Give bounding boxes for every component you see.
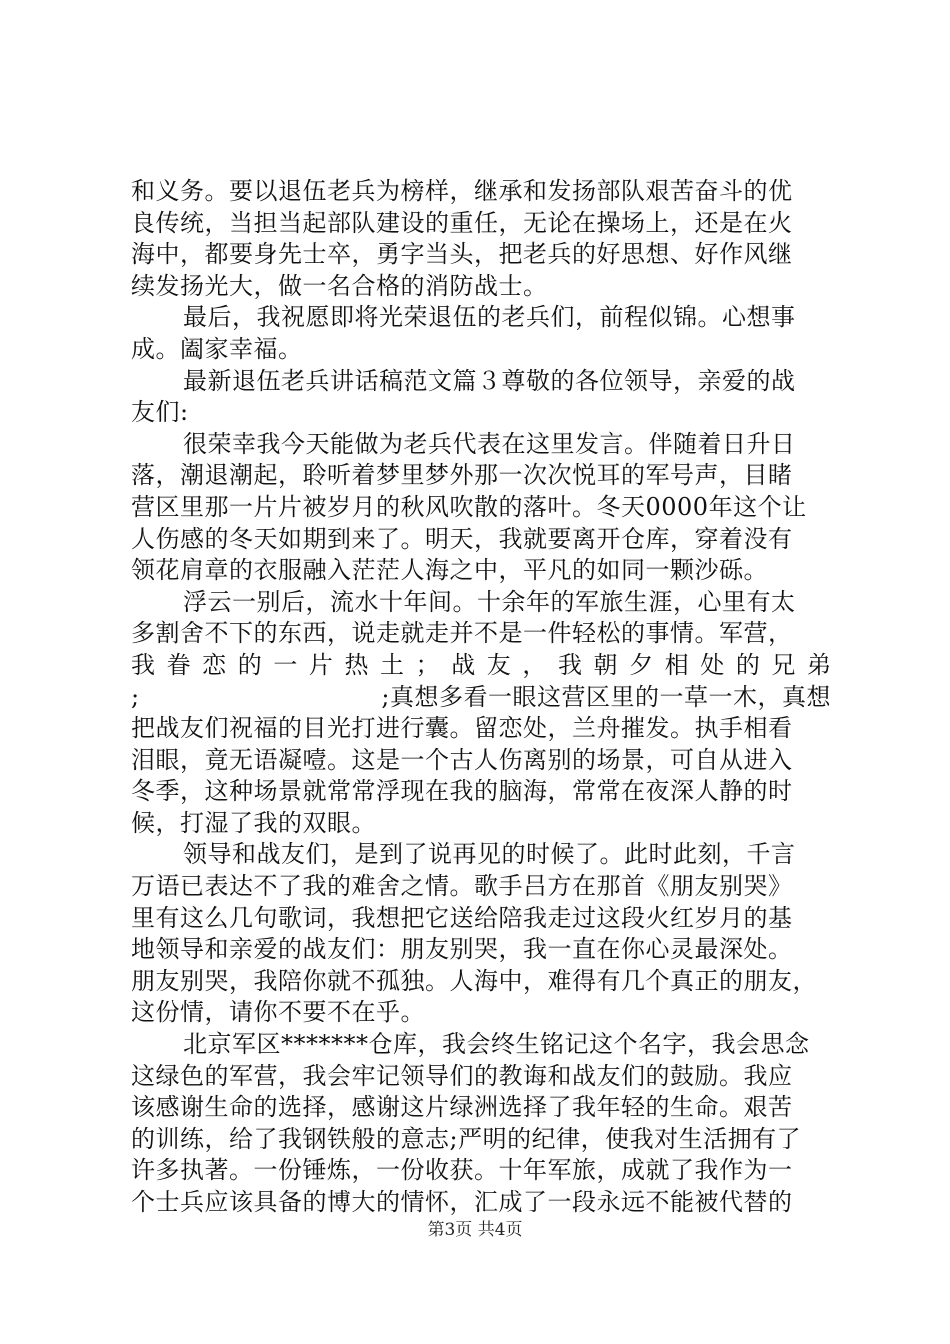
justified-char: ，	[522, 650, 547, 679]
justified-char: 兄	[771, 650, 796, 679]
text-line: 个士兵应该具备的博大的情怀，汇成了一段永远不能被代替的	[131, 1188, 793, 1216]
justified-char: 热	[344, 650, 369, 679]
page-number-footer: 第3页 共4页	[427, 1220, 523, 1240]
text-line-split	[131, 682, 831, 714]
text-line: 多割舍不下的东西，说走就走并不是一件轻松的事情。军营，	[131, 619, 793, 648]
text-line: 续发扬光大，做一名合格的消防战士。	[131, 271, 548, 300]
text-line: 人伤感的冬天如期到来了。明天，我就要离开仓库，穿着没有	[131, 524, 793, 553]
justified-char: 相	[664, 650, 689, 679]
text-line: 领花肩章的衣服融入茫茫人海之中，平凡的如同一颗沙砾。	[131, 556, 768, 585]
justified-char: 朝	[593, 650, 618, 679]
justified-text-line	[131, 650, 831, 682]
justified-char: 一	[273, 650, 298, 679]
semicolon-fragment: ;	[131, 682, 140, 711]
text-line: 和义务。要以退伍老兵为榜样，继承和发扬部队艰苦奋斗的优	[131, 177, 793, 205]
justified-char: 恋	[202, 650, 227, 679]
justified-char: ；	[415, 650, 440, 679]
justified-char: 弟	[806, 650, 831, 679]
text-line: 这绿色的军营，我会牢记领导们的教诲和战友们的鼓励。我应	[131, 1061, 793, 1090]
document-body	[131, 176, 831, 1219]
text-line: 这份情，请你不要不在乎。	[131, 998, 425, 1027]
justified-char: 我	[131, 650, 155, 679]
justified-char: 战	[451, 650, 476, 679]
text-line: 地领导和亲爱的战友们：朋友别哭，我一直在你心灵最深处。	[131, 935, 793, 964]
justified-char: 土	[380, 650, 405, 679]
justified-char: 夕	[629, 650, 654, 679]
justified-char: 友	[486, 650, 511, 679]
text-line: 落，潮退潮起，聆听着梦里梦外那一次次悦耳的军号声，目睹	[131, 461, 793, 490]
paragraph-start-line: 浮云一别后，流水十年间。十余年的军旅生涯，心里有太	[183, 587, 796, 616]
paragraph-start-line: 很荣幸我今天能做为老兵代表在这里发言。伴随着日升日	[183, 429, 796, 458]
justified-char: 我	[557, 650, 582, 679]
section-heading-line: 最新退伍老兵讲话稿范文篇３尊敬的各位领导，亲爱的战	[183, 366, 796, 395]
justified-char: 的	[735, 650, 760, 679]
justified-char: 片	[308, 650, 333, 679]
text-line: 友们:	[131, 398, 189, 427]
text-line: 许多执著。一份锤炼，一份收获。十年军旅，成就了我作为一	[131, 1156, 793, 1185]
text-line: 候，打湿了我的双眼。	[131, 808, 376, 837]
text-line: 把战友们祝福的目光打进行囊。留恋处，兰舟摧发。执手相看	[131, 714, 793, 743]
text-line: 里有这么几句歌词，我想把它送给陪我走过这段火红岁月的基	[131, 903, 793, 932]
text-line: 冬季，这种场景就常常浮现在我的脑海，常常在夜深人静的时	[131, 777, 793, 806]
text-line: 万语已表达不了我的难舍之情。歌手吕方在那首《朋友别哭》	[131, 872, 793, 901]
text-line: 营区里那一片片被岁月的秋风吹散的落叶。冬天0000年这个让	[131, 492, 807, 521]
text-fragment: ;真想多看一眼这营区里的一草一木，真想	[381, 682, 831, 711]
text-line: 成。阖家幸福。	[131, 334, 303, 363]
text-line: 朋友别哭，我陪你就不孤独。人海中，难得有几个真正的朋友，	[131, 966, 817, 995]
text-line: 海中，都要身先士卒，勇字当头，把老兵的好思想、好作风继	[131, 240, 793, 269]
paragraph-start-line: 领导和战友们，是到了说再见的时候了。此时此刻，千言	[183, 840, 796, 869]
paragraph-start-line: 北京军区*******仓库，我会终生铭记这个名字，我会思念	[183, 1030, 810, 1059]
justified-char: 处	[700, 650, 725, 679]
justified-char: 的	[237, 650, 262, 679]
text-line: 的训练，给了我钢铁般的意志;严明的纪律，使我对生活拥有了	[131, 1124, 802, 1153]
text-line: 泪眼，竟无语凝噎。这是一个古人伤离别的场景，可自从进入	[131, 745, 793, 774]
justified-char: 眷	[166, 650, 191, 679]
text-line: 该感谢生命的选择，感谢这片绿洲选择了我年轻的生命。艰苦	[131, 1093, 793, 1122]
paragraph-start-line: 最后，我祝愿即将光荣退伍的老兵们，前程似锦。心想事	[183, 303, 796, 332]
text-line: 良传统，当担当起部队建设的重任，无论在操场上，还是在火	[131, 208, 793, 237]
